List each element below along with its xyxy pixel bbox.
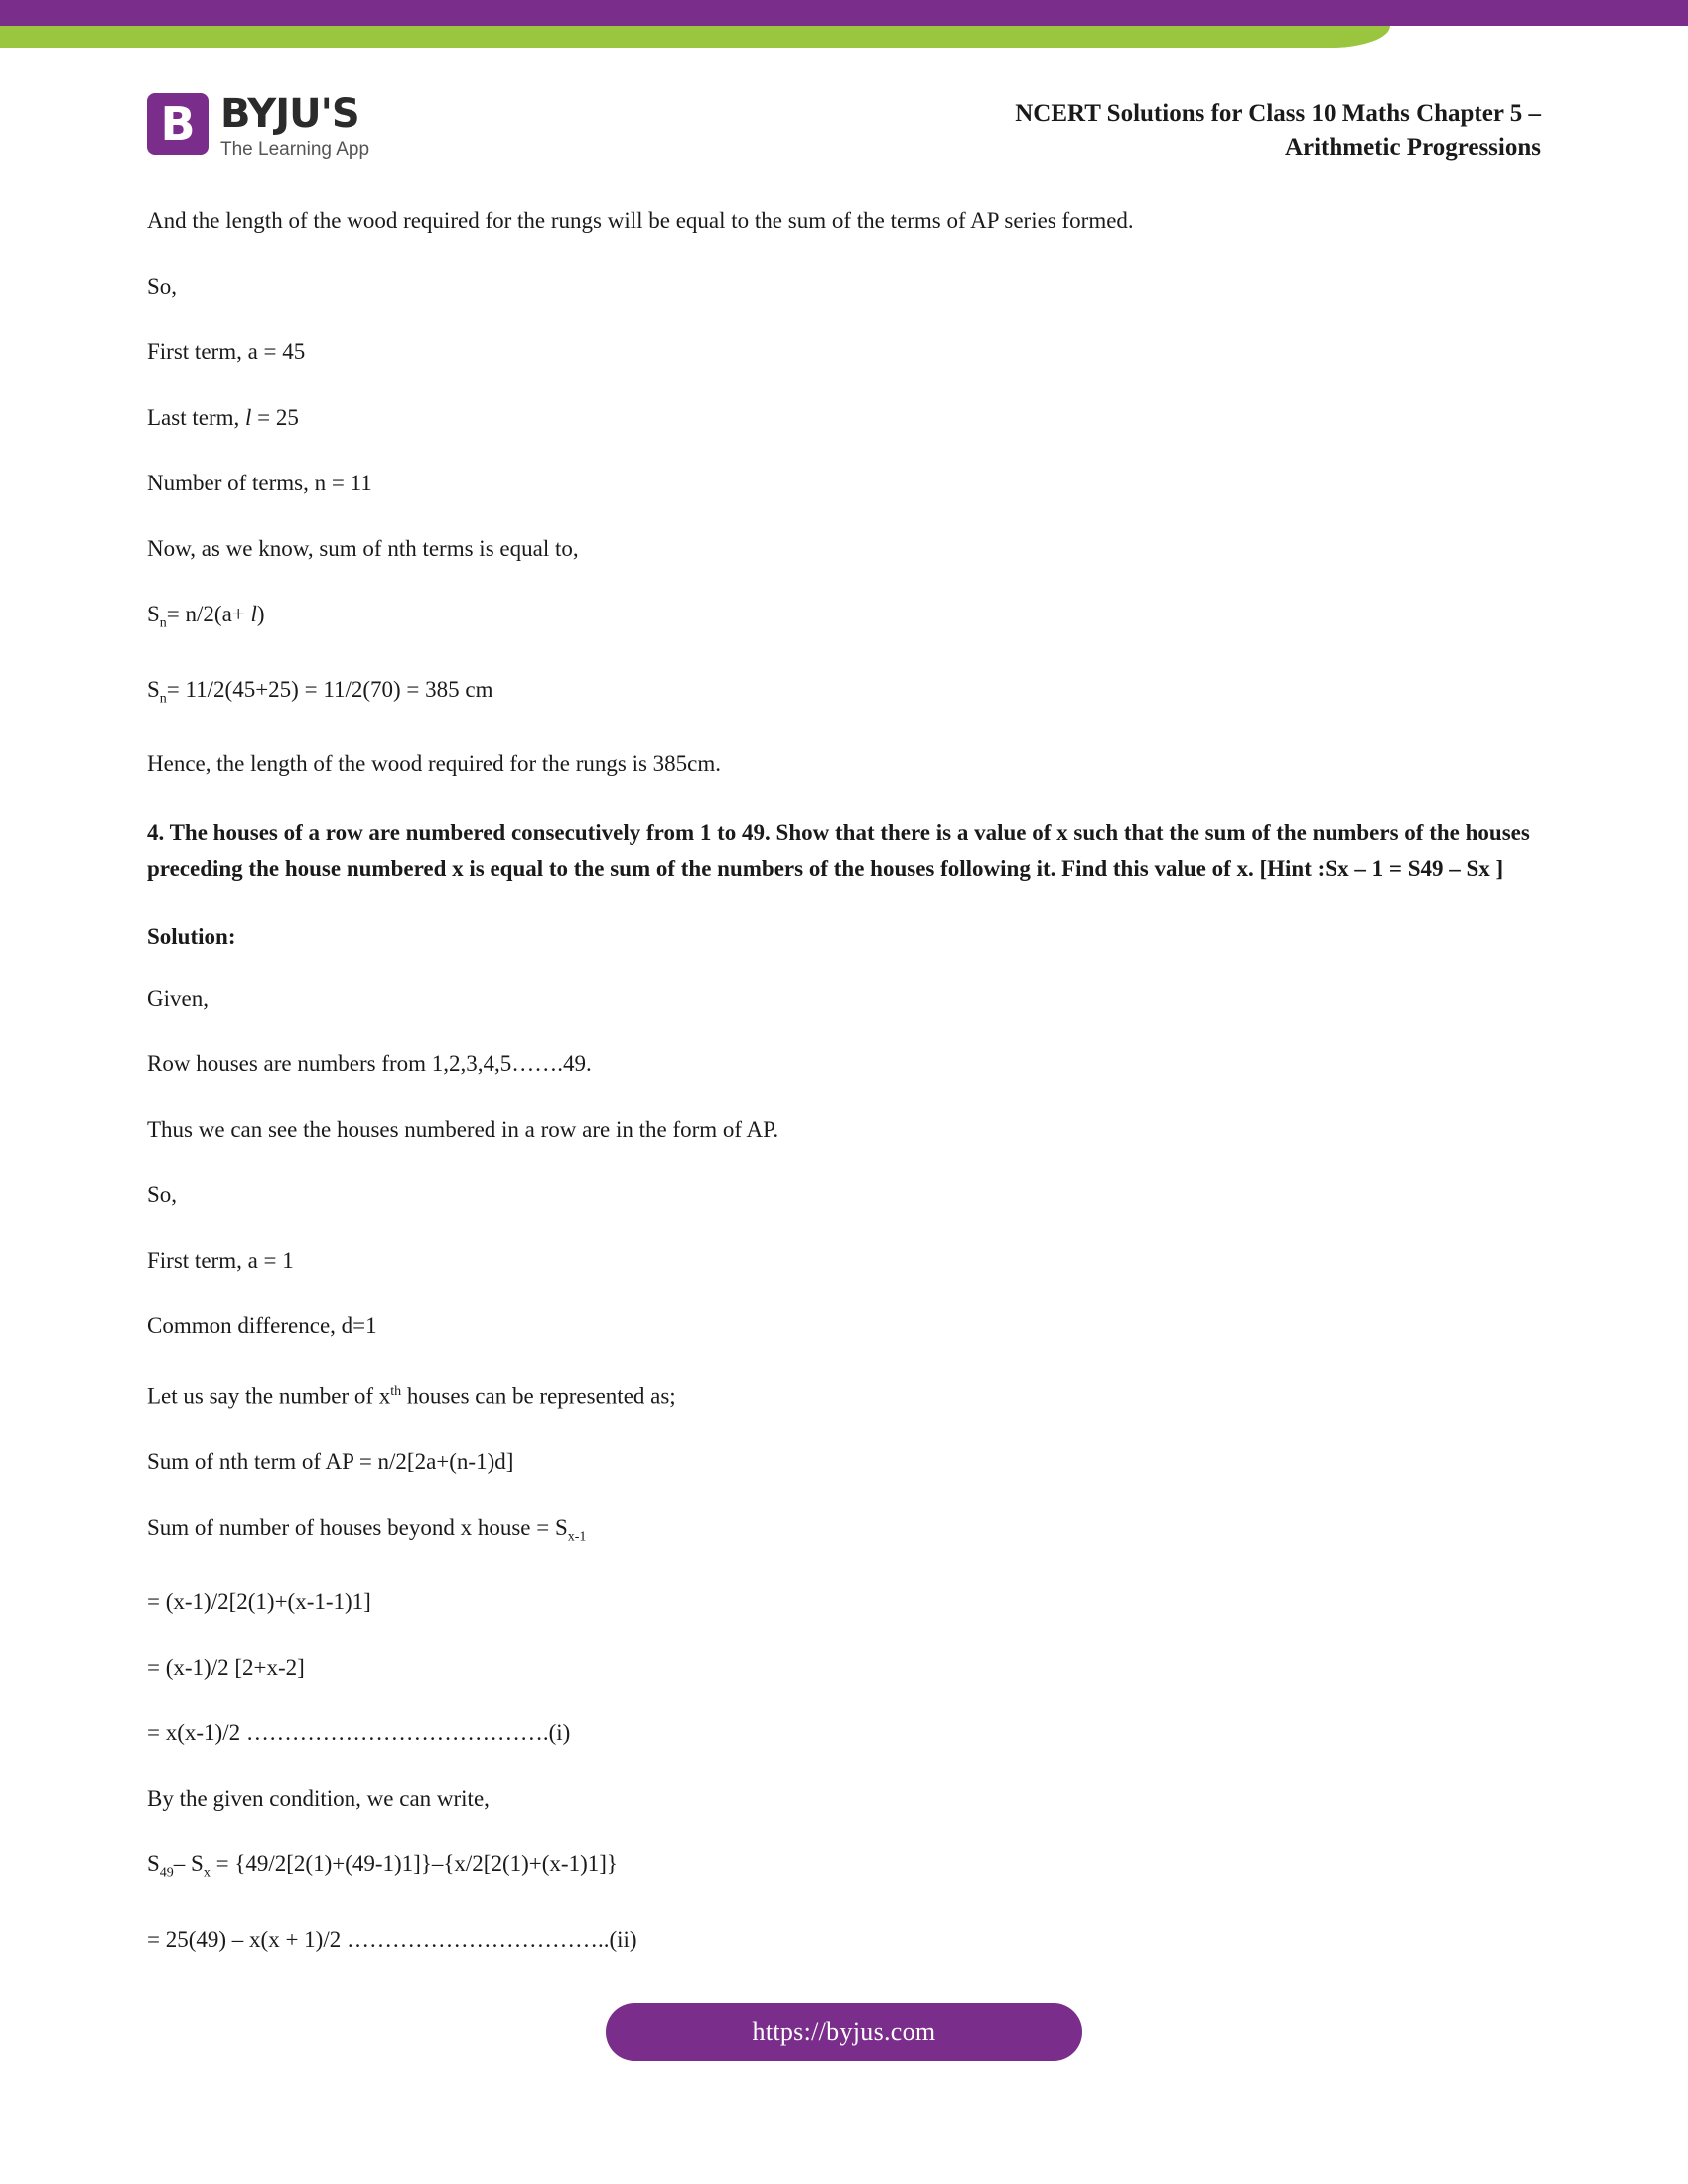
page-header (0, 79, 1688, 189)
xth-pre: Let us say the number of x (147, 1383, 391, 1409)
question-4 (147, 815, 1547, 887)
page-title (786, 97, 1541, 165)
xth-post: houses can be represented as; (401, 1383, 676, 1409)
sn-subscript: n (159, 615, 167, 631)
sn-symbol: S (147, 602, 160, 626)
logo-title: BYJU'S (220, 91, 359, 137)
purple-bar (0, 0, 1688, 26)
paragraph-given: Given, (147, 986, 209, 1012)
formula-s49-minus-sx (147, 1849, 1547, 1889)
sn-value-expression: = 11/2(45+25) = 11/2(70) = 385 cm (166, 676, 493, 702)
paragraph-form-of-ap: Thus we can see the houses numbered in a row are in the form of AP. (147, 1117, 779, 1143)
document-body (147, 206, 1547, 1984)
s49-symbol: S (147, 1851, 160, 1877)
sn-l-symbol: l (250, 602, 257, 626)
sn-mid: = n/2(a+ (166, 602, 251, 626)
page-title-line-1: NCERT Solutions for Class 10 Maths Chapter 5 – (1015, 100, 1541, 127)
paragraph-xth-houses (147, 1377, 1547, 1412)
logo-b-glyph: B (160, 97, 196, 151)
paragraph-common-difference: Common difference, d=1 (147, 1313, 377, 1339)
green-bar (0, 26, 1390, 48)
formula-sum-beyond-x (147, 1513, 1547, 1553)
paragraph-hence-385: Hence, the length of the wood required for the rungs is 385cm. (147, 751, 722, 777)
sx-subscript: x (203, 1866, 211, 1882)
paragraph-row-houses: Row houses are numbers from 1,2,3,4,5…….49. (147, 1051, 592, 1077)
paragraph-wood-length: And the length of the wood required for the rungs will be equal to the sum of the terms of AP series formed. (147, 208, 1134, 233)
paragraph-so-2: So, (147, 1182, 178, 1208)
question-4-line-2: sum of the numbers of the houses preceding the house numbered x is equal to the sum of the numbers of the (147, 820, 1530, 882)
byjus-url-button[interactable]: https://byjus.com (606, 2003, 1082, 2061)
logo-text-block (220, 93, 369, 163)
formula-step-3-eq-i: = x(x-1)/2 ………………………………….(i) (147, 1720, 571, 1746)
xth-superscript: th (390, 1384, 402, 1400)
s49-subscript: 49 (159, 1866, 174, 1882)
last-term-pre: Last term, (147, 405, 245, 430)
paragraph-first-term-45: First term, a = 45 (147, 340, 306, 364)
sn-value-subscript: n (159, 691, 167, 707)
paragraph-sum-formula-intro: Now, as we know, sum of nth terms is equal to, (147, 536, 579, 561)
solution-label: Solution: (147, 924, 236, 950)
formula-step-2: = (x-1)/2 [2+x-2] (147, 1655, 305, 1681)
bar-gap (1390, 26, 1688, 48)
sn-value-symbol: S (147, 676, 160, 702)
sum-beyond-subscript: x-1 (567, 1529, 587, 1545)
paragraph-first-term-1: First term, a = 1 (147, 1248, 294, 1274)
formula-sn-value (147, 675, 1547, 715)
paragraph-given-condition: By the given condition, we can write, (147, 1786, 490, 1812)
formula-sum-nth-term: Sum of nth term of AP = n/2[2a+(n-1)d] (147, 1448, 514, 1474)
question-4-line-1: 4. The houses of a row are numbered consecutively from 1 to 49. Show that there is a value of x such that the (147, 820, 1199, 846)
logo-subtitle: The Learning App (220, 139, 370, 160)
byjus-logo-icon (147, 93, 209, 155)
paragraph-so-1: So, (147, 274, 178, 299)
question-4-line-3: houses following it. Find this value of x. [Hint :Sx – 1 = S49 – Sx ] (870, 856, 1504, 882)
sum-beyond-pre: Sum of number of houses beyond x house = S (147, 1514, 568, 1540)
top-decorative-bars (0, 0, 1688, 62)
page-title-line-2: Arithmetic Progressions (1284, 134, 1541, 161)
last-term-post: = 25 (251, 405, 299, 430)
footer (0, 2003, 1688, 2061)
formula-step-1: = (x-1)/2[2(1)+(x-1-1)1] (147, 1589, 371, 1615)
s49-expression: = {49/2[2(1)+(49-1)1]}–{x/2[2(1)+(x-1)1]} (210, 1851, 618, 1877)
byjus-logo (147, 93, 369, 163)
last-term-symbol: l (245, 405, 252, 430)
formula-eq-ii: = 25(49) – x(x + 1)/2 ……………………………..(ii) (147, 1927, 637, 1953)
formula-sn-general (147, 600, 1547, 639)
paragraph-last-term (147, 403, 1547, 433)
paragraph-number-of-terms: Number of terms, n = 11 (147, 471, 372, 495)
sn-post: ) (256, 602, 265, 626)
s49-mid: – S (173, 1851, 204, 1877)
